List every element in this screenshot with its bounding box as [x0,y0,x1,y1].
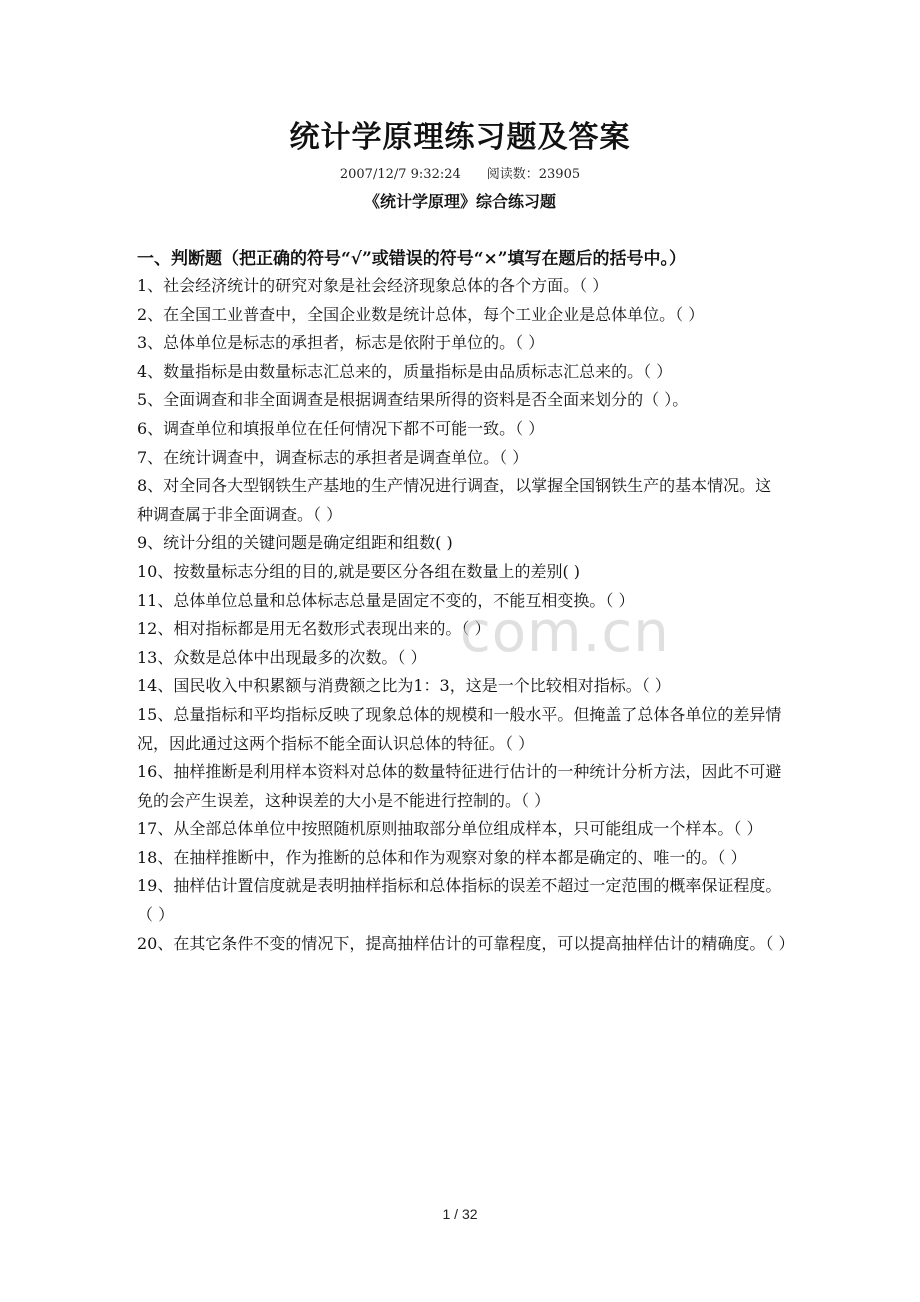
question-item: 17、从全部总体单位中按照随机原则抽取部分单位组成样本，只可能组成一个样本。（ ） [137,819,763,839]
page-number: 1 / 32 [442,1206,478,1222]
question-item: 16、抽样推断是利用样本资料对总体的数量特征进行估计的一种统计分析方法，因此不可避免的会产生误差，这种误差的大小是不能进行控制的。（ ） [137,762,782,810]
publish-date: 2007/12/7 9:32:24 [339,167,461,182]
question-item: 11、总体单位总量和总体标志总量是固定不变的，不能互相变换。（ ） [137,590,635,610]
question-item: 10、按数量标志分组的目的,就是要区分各组在数量上的差别( ) [137,561,581,581]
question-item: 13、众数是总体中出现最多的次数。（ ） [137,647,427,667]
section-heading-true-false: 一、判断题（把正确的符号“√”或错误的符号“×”填写在题后的括号中。） [137,249,687,269]
question-item: 20、在其它条件不变的情况下，提高抽样估计的可靠程度，可以提高抽样估计的精确度。（ ） [137,933,795,953]
question-item: 1、社会经济统计的研究对象是社会经济现象总体的各个方面。（ ） [137,276,609,295]
question-item: 9、统计分组的关键问题是确定组距和组数( ) [137,533,453,553]
section-subtitle: 《统计学原理》综合练习题 [363,192,556,211]
watermark: com.cn [460,600,670,665]
question-item: 14、国民收入中积累额与消费额之比为1：3，这是一个比较相对指标。（ ） [137,676,671,696]
question-item: 18、在抽样推断中，作为推断的总体和作为观察对象的样本都是确定的、唯一的。（ ） [137,847,747,867]
question-item: 6、调查单位和填报单位在任何情况下都不可能一致。（ ） [137,418,545,438]
question-item: 2、在全国工业普查中，全国企业数是统计总体，每个工业企业是总体单位。（ ） [137,304,705,324]
question-item: 7、在统计调查中，调查标志的承担者是调查单位。（ ） [137,447,529,467]
question-item: 15、总量指标和平均指标反映了现象总体的规模和一般水平。但掩盖了总体各单位的差异情况，因此通过这两个指标不能全面认识总体的特征。（ ） [137,704,782,753]
page-title: 统计学原理练习题及答案 [289,120,631,155]
article-meta [0,163,920,182]
question-item: 3、总体单位是标志的承担者，标志是依附于单位的。（ ） [137,333,545,353]
question-item: 4、数量指标是由数量标志汇总来的，质量指标是由品质标志汇总来的。（ ） [137,361,673,381]
question-item: 12、相对指标都是用无名数形式表现出来的。（ ） [137,619,491,639]
question-item: 8、对全同各大型钢铁生产基地的生产情况进行调查，以掌握全国钢铁生产的基本情况。这种调查属于非全面调查。（ ） [137,476,772,524]
question-item: 19、抽样估计置信度就是表明抽样指标和总体指标的误差不超过一定范围的概率保证程度。（ ） [137,876,782,925]
read-count: 阅读数：23905 [486,167,581,182]
question-item: 5、全面调查和非全面调查是根据调查结果所得的资料是否全面来划分的（ ）。 [137,390,689,410]
